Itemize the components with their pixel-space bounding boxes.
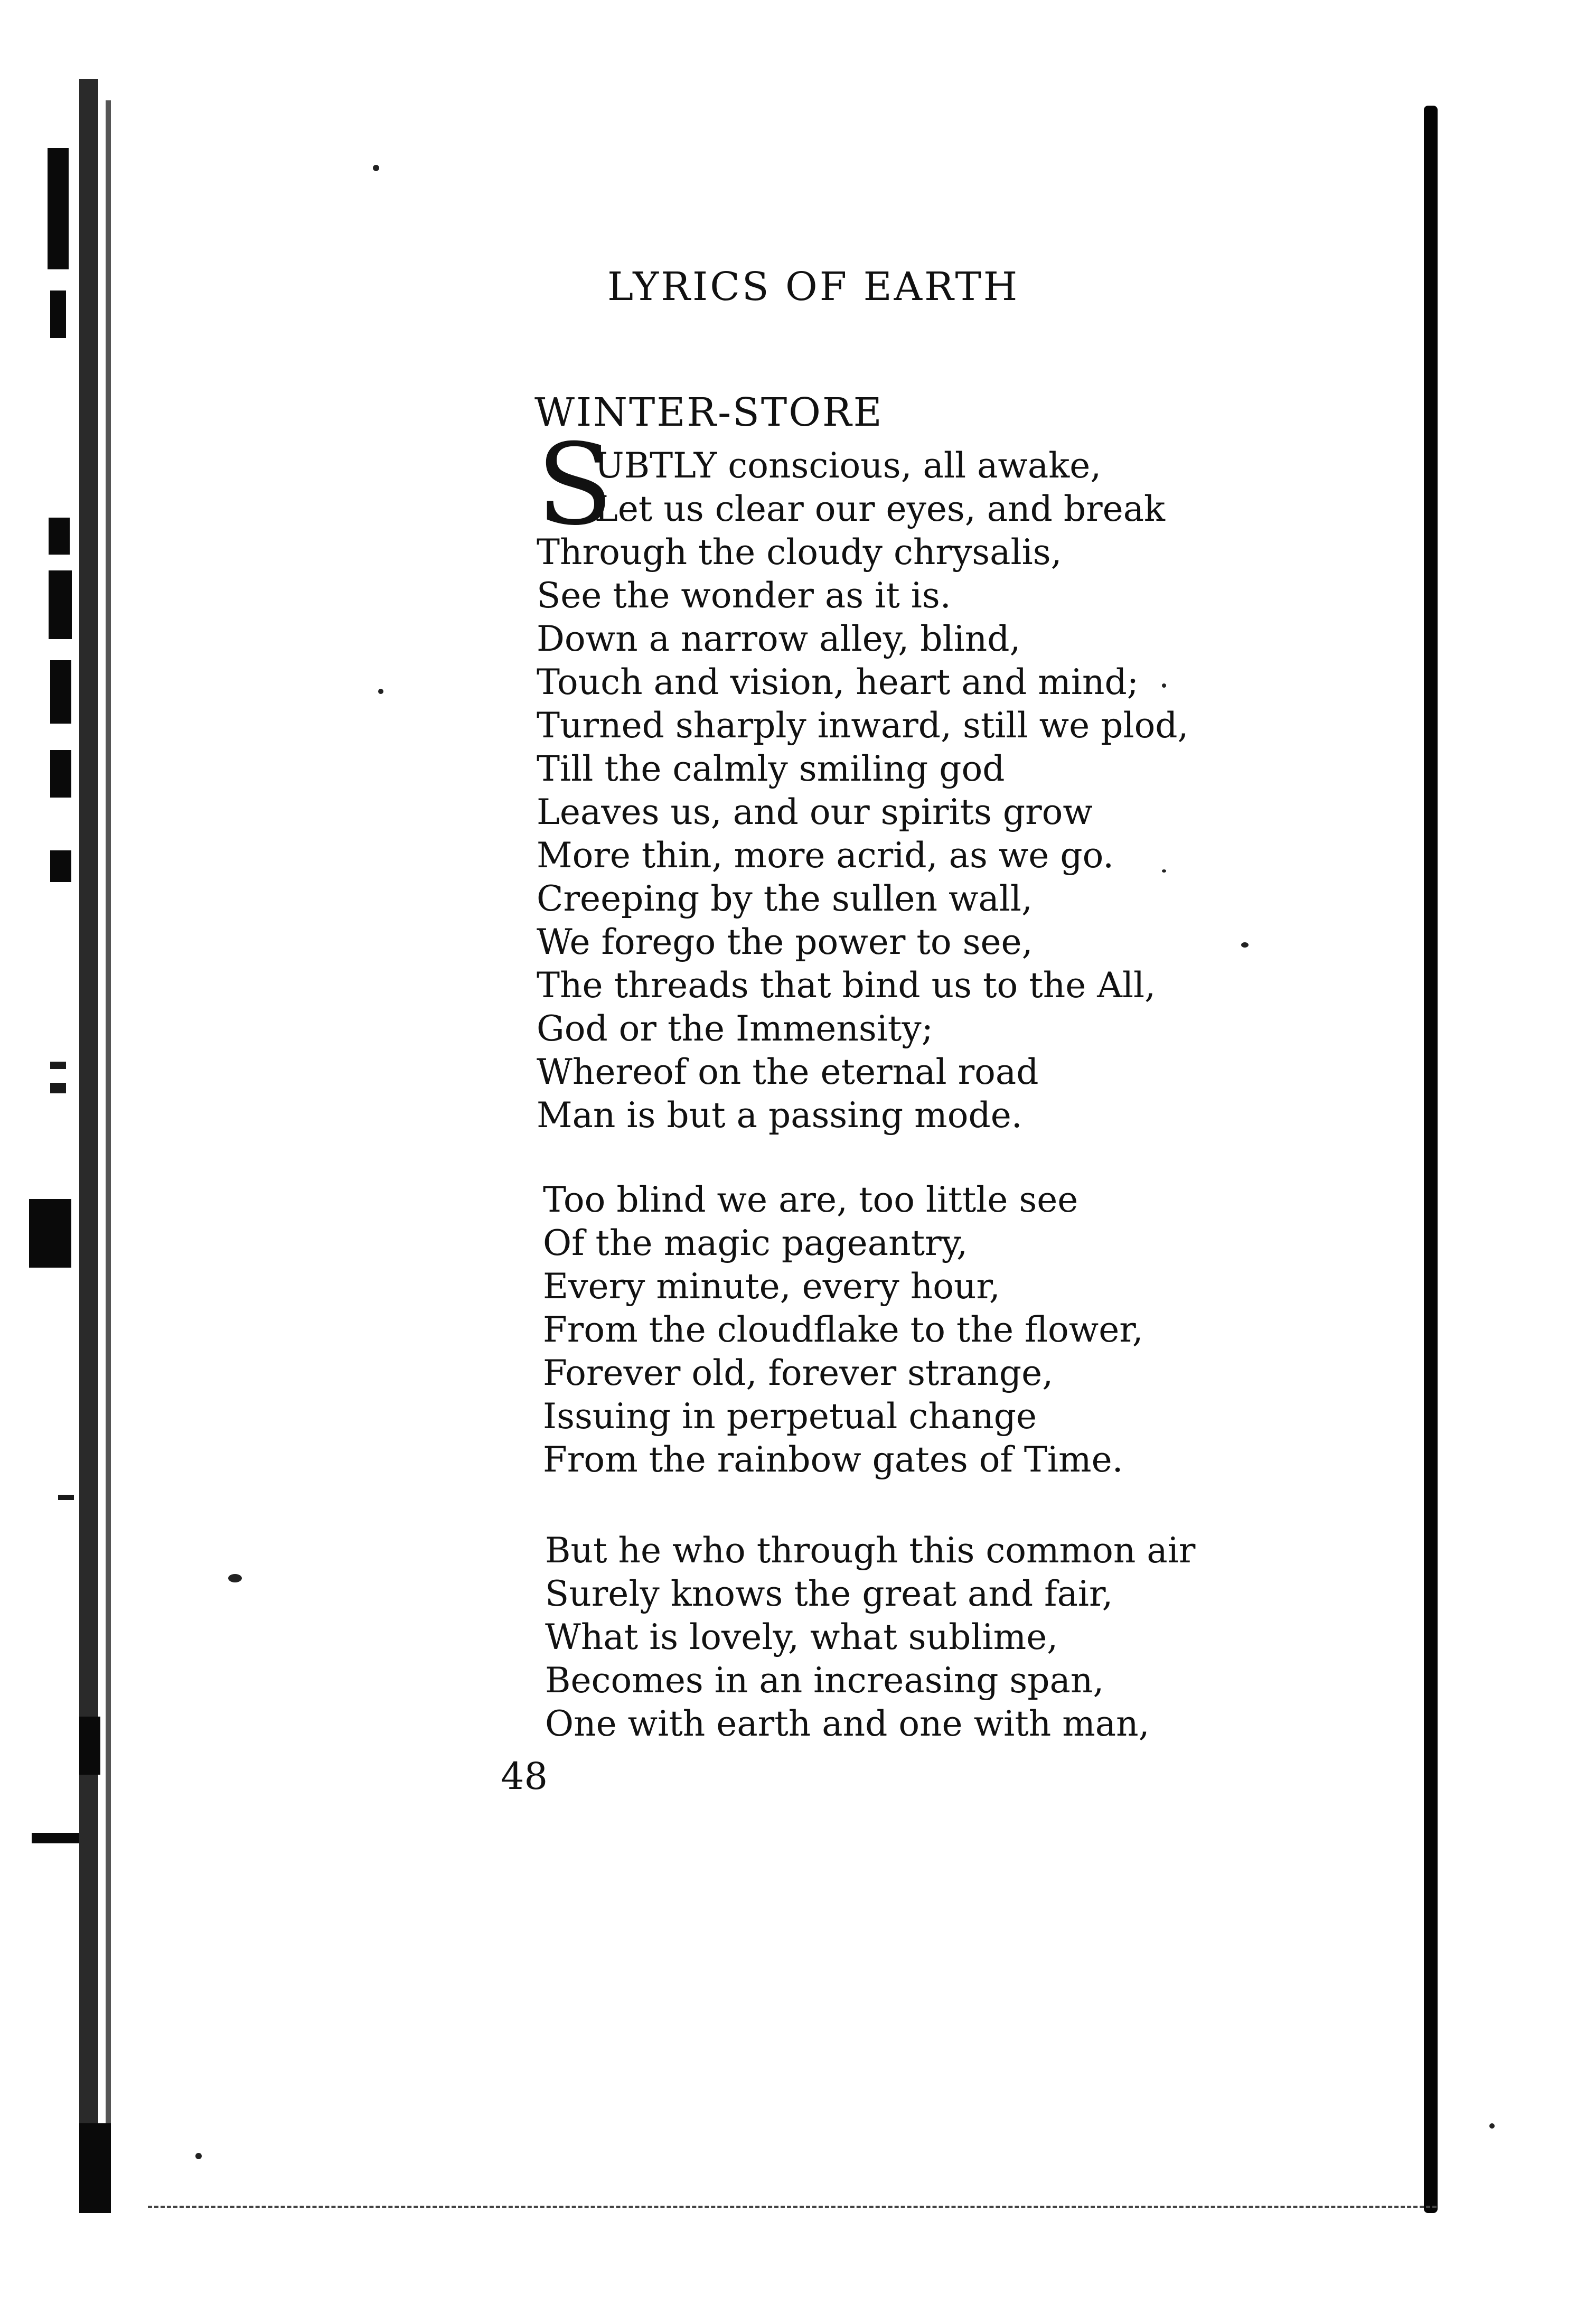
binding-block [79,1717,100,1775]
poem-line: We forego the power to see, [537,922,1033,962]
poem-line: Turned sharply inward, still we plod, [537,705,1189,746]
poem-line: Man is but a passing mode. [537,1095,1022,1136]
poem-line: Issuing in perpetual change [543,1396,1037,1437]
binding-shadow [79,79,98,2213]
binding-gutter [0,79,158,2213]
binding-block [49,570,72,639]
poem-line: The threads that bind us to the All, [537,965,1156,1006]
binding-block [29,1199,71,1268]
speck [1162,683,1166,688]
poem-line: Let us clear our eyes, and break [595,489,1166,529]
poem-line: Creeping by the sullen wall, [537,878,1033,919]
poem-line: But he who through this common air [545,1530,1196,1571]
poem-line: More thin, more acrid, as we go. [537,835,1114,876]
poem-line: Surely knows the great and fair, [545,1573,1113,1614]
speck [373,165,379,171]
poem-line: Down a narrow alley, blind, [537,619,1021,659]
poem-line: Till the calmly smiling god [537,748,1005,789]
poem-line: Whereof on the eternal road [537,1052,1039,1092]
binding-block [50,850,71,882]
binding-mark [50,1062,66,1069]
poem-line: Too blind we are, too little see [543,1179,1078,1220]
speck [1162,869,1166,873]
page-number: 48 [501,1755,548,1798]
poem-line: Of the magic pageantry, [543,1223,968,1263]
poem-line: From the cloudflake to the flower, [543,1309,1143,1350]
poem-line: Every minute, every hour, [543,1266,1000,1307]
poem-line: Forever old, forever strange, [543,1353,1054,1393]
speck [1241,942,1249,948]
speck [1489,2123,1495,2129]
speck [378,689,383,694]
speck [228,1574,242,1582]
binding-block [79,2123,111,2213]
binding-block [50,290,66,338]
drop-cap: S [537,419,614,550]
poem-line: Touch and vision, heart and mind; [537,662,1139,702]
running-head: LYRICS OF EARTH [607,264,1020,310]
poem-line: God or the Immensity; [537,1008,933,1049]
poem-line: From the rainbow gates of Time. [543,1439,1123,1480]
poem-line: What is lovely, what sublime, [545,1617,1058,1657]
page-edge-bottom [148,2206,1437,2211]
poem-line: One with earth and one with man, [545,1703,1150,1744]
poem-title: WINTER-STORE [534,390,884,435]
binding-shadow [106,100,111,2203]
binding-block [49,518,70,555]
binding-mark [58,1495,74,1500]
poem-line: Through the cloudy chrysalis, [537,532,1062,573]
speck [195,2153,202,2159]
poem-line: Becomes in an increasing span, [545,1660,1104,1701]
poem-line: See the wonder as it is. [537,575,951,616]
poem-line: UBTLY conscious, all awake, [595,445,1102,486]
binding-block [48,148,69,269]
page-edge-right [1424,106,1438,2213]
binding-block [32,1833,79,1843]
poem-line: Leaves us, and our spirits grow [537,792,1093,832]
binding-mark [50,1083,66,1093]
binding-block [50,750,71,798]
binding-block [50,660,71,724]
